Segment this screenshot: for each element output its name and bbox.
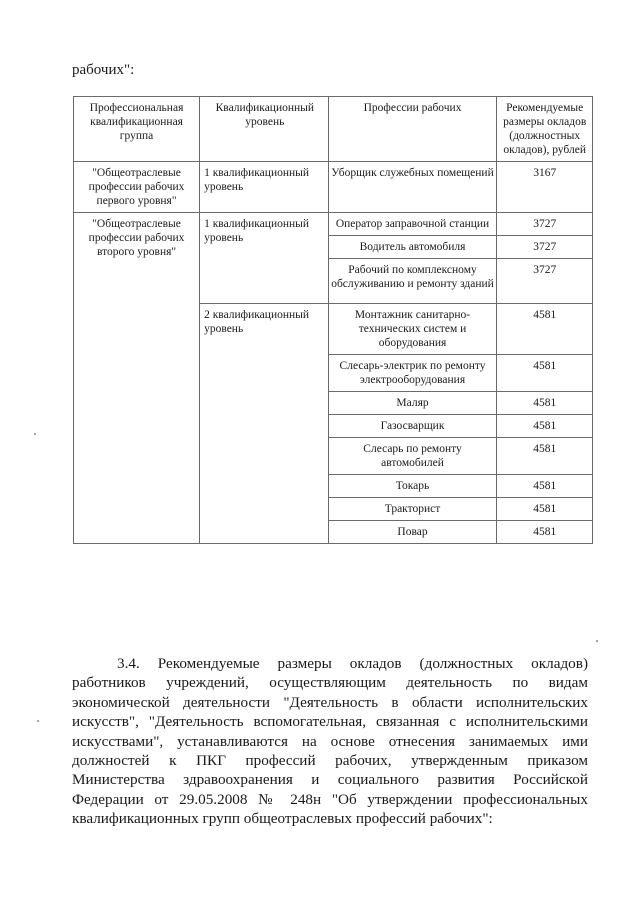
salary-cell: 4581 [497, 475, 593, 498]
profession-cell: Газосварщик [328, 415, 497, 438]
profession-cell: Водитель автомобиля [328, 236, 497, 259]
salary-cell: 4581 [497, 392, 593, 415]
salary-cell: 4581 [497, 304, 593, 355]
header-salary: Рекомендуемые размеры окладов (должностных окладов), рублей [497, 97, 593, 162]
salary-cell: 4581 [497, 438, 593, 475]
table-header-row [74, 97, 593, 162]
profession-cell: Маляр [328, 392, 497, 415]
scan-speck [596, 640, 598, 642]
salary-cell: 4581 [497, 521, 593, 544]
section-paragraph: 3.4. Рекомендуемые размеры окладов (должностных окладов) работников учреждений, осуществляющим деятельность по видам экономической деятельности "Деятельность в области исполнительских искусств", "Деятельность вспомогательная, связанная с исполнительскими искусствами", устанавливаются на основе отнесения занимаемых ими должностей к ПКГ профессий рабочих, утвержденным приказом Министерства здравоохранения и социального развития Российской Федерации от 29.05.2008 № 248н "Об утверждении профессиональных квалификационных групп общеотраслевых профессий рабочих": [72, 655, 588, 828]
profession-cell: Тракторист [328, 498, 497, 521]
salary-cell: 3727 [497, 236, 593, 259]
header-group: Профессиональная квалификационная группа [74, 97, 200, 162]
profession-cell: Повар [328, 521, 497, 544]
profession-cell: Слесарь по ремонту автомобилей [328, 438, 497, 475]
salary-cell: 4581 [497, 355, 593, 392]
table-row [74, 162, 593, 213]
salary-cell: 3727 [497, 213, 593, 236]
profession-cell: Рабочий по комплексному обслуживанию и ремонту зданий [328, 259, 497, 304]
salary-cell: 4581 [497, 498, 593, 521]
profession-cell: Токарь [328, 475, 497, 498]
group-name: "Общеотраслевые профессии рабочих второго уровня" [74, 213, 200, 544]
scan-speck [34, 433, 36, 435]
scan-speck [37, 720, 39, 722]
header-level: Квалификационный уровень [200, 97, 329, 162]
profession-cell: Слесарь-электрик по ремонту электрооборудования [328, 355, 497, 392]
group-name: "Общеотраслевые профессии рабочих первого уровня" [74, 162, 200, 213]
salary-cell: 3727 [497, 259, 593, 304]
qualification-level: 1 квалификационный уровень [200, 162, 329, 213]
profession-cell: Монтажник санитарно-технических систем и оборудования [328, 304, 497, 355]
qualification-level: 1 квалификационный уровень [200, 213, 329, 304]
page-fragment-text: рабочих": [72, 62, 135, 78]
salary-cell: 4581 [497, 415, 593, 438]
salary-cell: 3167 [497, 162, 593, 213]
qualification-level: 2 квалификационный уровень [200, 304, 329, 544]
header-profession: Профессии рабочих [328, 97, 497, 162]
salary-table [73, 96, 593, 544]
profession-cell: Оператор заправочной станции [328, 213, 497, 236]
table-row [74, 213, 593, 236]
profession-cell: Уборщик служебных помещений [328, 162, 497, 213]
